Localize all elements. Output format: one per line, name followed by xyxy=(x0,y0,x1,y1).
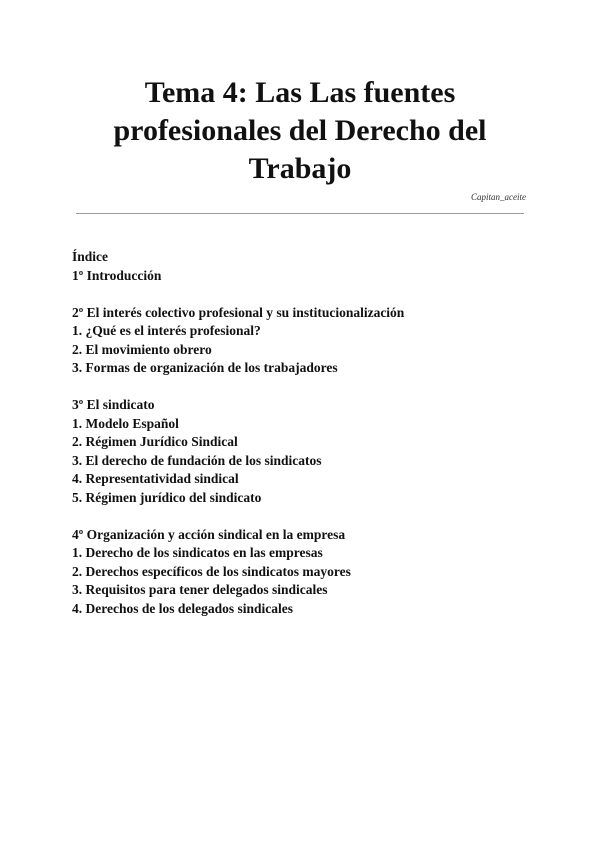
section-title: 3º El sindicato xyxy=(72,397,155,412)
section-item: 2. El movimiento obrero xyxy=(72,341,212,357)
section-spacer xyxy=(72,285,532,304)
section-item: 2. Derechos específicos de los sindicatos mayores xyxy=(72,563,351,579)
table-of-contents xyxy=(72,248,532,618)
section-item: 1. ¿Qué es el interés profesional? xyxy=(72,323,261,338)
index-heading: Índice xyxy=(72,249,109,264)
section-item: 4. Derechos de los delegados sindicales xyxy=(72,600,294,616)
header-divider xyxy=(76,213,524,214)
section-spacer xyxy=(72,507,532,526)
section-item: 1. Derecho de los sindicatos en las empresas xyxy=(72,545,323,560)
document-title: Tema 4: Las Las fuentes profesionales del Derecho del Trabajo xyxy=(113,76,487,185)
section-title: 1º Introducción xyxy=(72,267,162,283)
section-item: 3. Requisitos para tener delegados sindicales xyxy=(72,582,328,597)
section-spacer xyxy=(72,378,532,397)
section-item: 3. El derecho de fundación de los sindicatos xyxy=(72,452,322,468)
section-title: 4º Organización y acción sindical en la empresa xyxy=(72,526,346,542)
section-item: 1. Modelo Español xyxy=(72,415,179,431)
section-item: 5. Régimen jurídico del sindicato xyxy=(72,489,262,505)
section-item: 4. Representatividad sindical xyxy=(72,471,239,486)
author-name: Capitan_aceite xyxy=(471,192,526,202)
section-title: 2º El interés colectivo profesional y su institucionalización xyxy=(72,304,405,320)
section-item: 3. Formas de organización de los trabajadores xyxy=(72,360,338,375)
section-item: 2. Régimen Jurídico Sindical xyxy=(72,434,238,449)
